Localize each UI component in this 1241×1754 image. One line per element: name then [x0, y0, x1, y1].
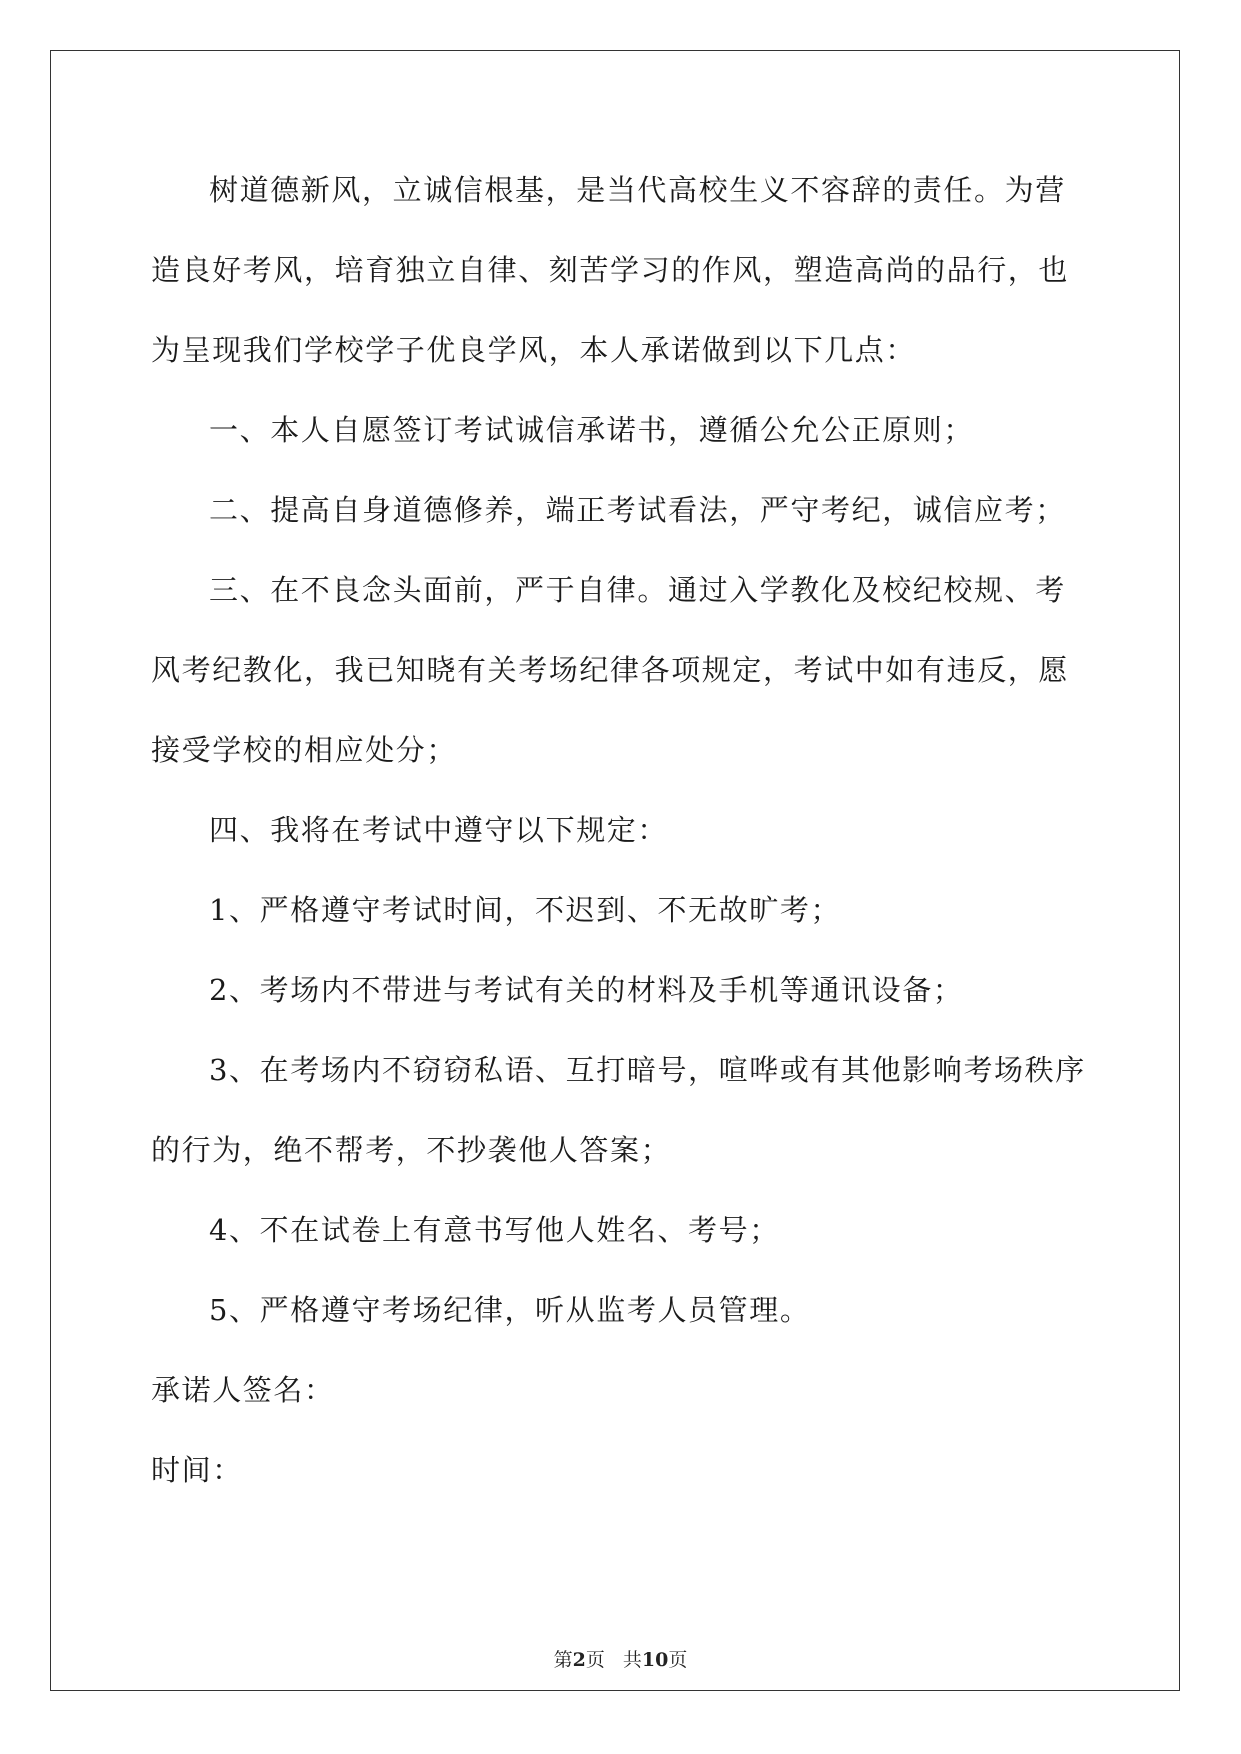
paragraph-line: 三、在不良念头面前，严于自律。通过入学教化及校纪校规、考	[209, 573, 1066, 607]
paragraph-line: 2、考场内不带进与考试有关的材料及手机等通讯设备；	[209, 973, 964, 1007]
page-border	[50, 50, 1180, 1691]
paragraph-line: 接受学校的相应处分；	[151, 733, 458, 767]
paragraph-line: 树道德新风，立诚信根基，是当代高校生义不容辞的责任。为营	[209, 173, 1066, 207]
total-suffix: 页	[668, 1649, 688, 1671]
paragraph-line: 风考纪教化，我已知晓有关考场纪律各项规定，考试中如有违反，愿	[151, 653, 1070, 687]
page-suffix: 页	[585, 1649, 605, 1671]
signature-label: 承诺人签名：	[151, 1373, 335, 1407]
paragraph-line: 一、本人自愿签订考试诚信承诺书，遵循公允公正原则；	[209, 413, 975, 447]
page-total: 10	[641, 1649, 669, 1671]
total-prefix: 共	[622, 1649, 642, 1671]
paragraph-line: 1、严格遵守考试时间，不迟到、不无故旷考；	[209, 893, 842, 927]
paragraph-line: 5、严格遵守考场纪律，听从监考人员管理。	[209, 1293, 811, 1327]
paragraph-line: 为呈现我们学校学子优良学风，本人承诺做到以下几点：	[151, 333, 917, 367]
paragraph-line: 4、不在试卷上有意书写他人姓名、考号；	[209, 1213, 780, 1247]
paragraph-line: 的行为，绝不帮考，不抄袭他人答案；	[151, 1133, 672, 1167]
paragraph-line: 四、我将在考试中遵守以下规定：	[209, 813, 669, 847]
date-label: 时间：	[151, 1453, 243, 1487]
page-current: 2	[572, 1649, 586, 1671]
page-footer	[0, 1648, 1241, 1672]
paragraph-line: 3、在考场内不窃窃私语、互打暗号，喧哗或有其他影响考场秩序	[209, 1053, 1086, 1087]
paragraph-line: 二、提高自身道德修养，端正考试看法，严守考纪，诚信应考；	[209, 493, 1066, 527]
paragraph-line: 造良好考风，培育独立自律、刻苦学习的作风，塑造高尚的品行，也	[151, 253, 1070, 287]
page-prefix: 第	[553, 1649, 573, 1671]
